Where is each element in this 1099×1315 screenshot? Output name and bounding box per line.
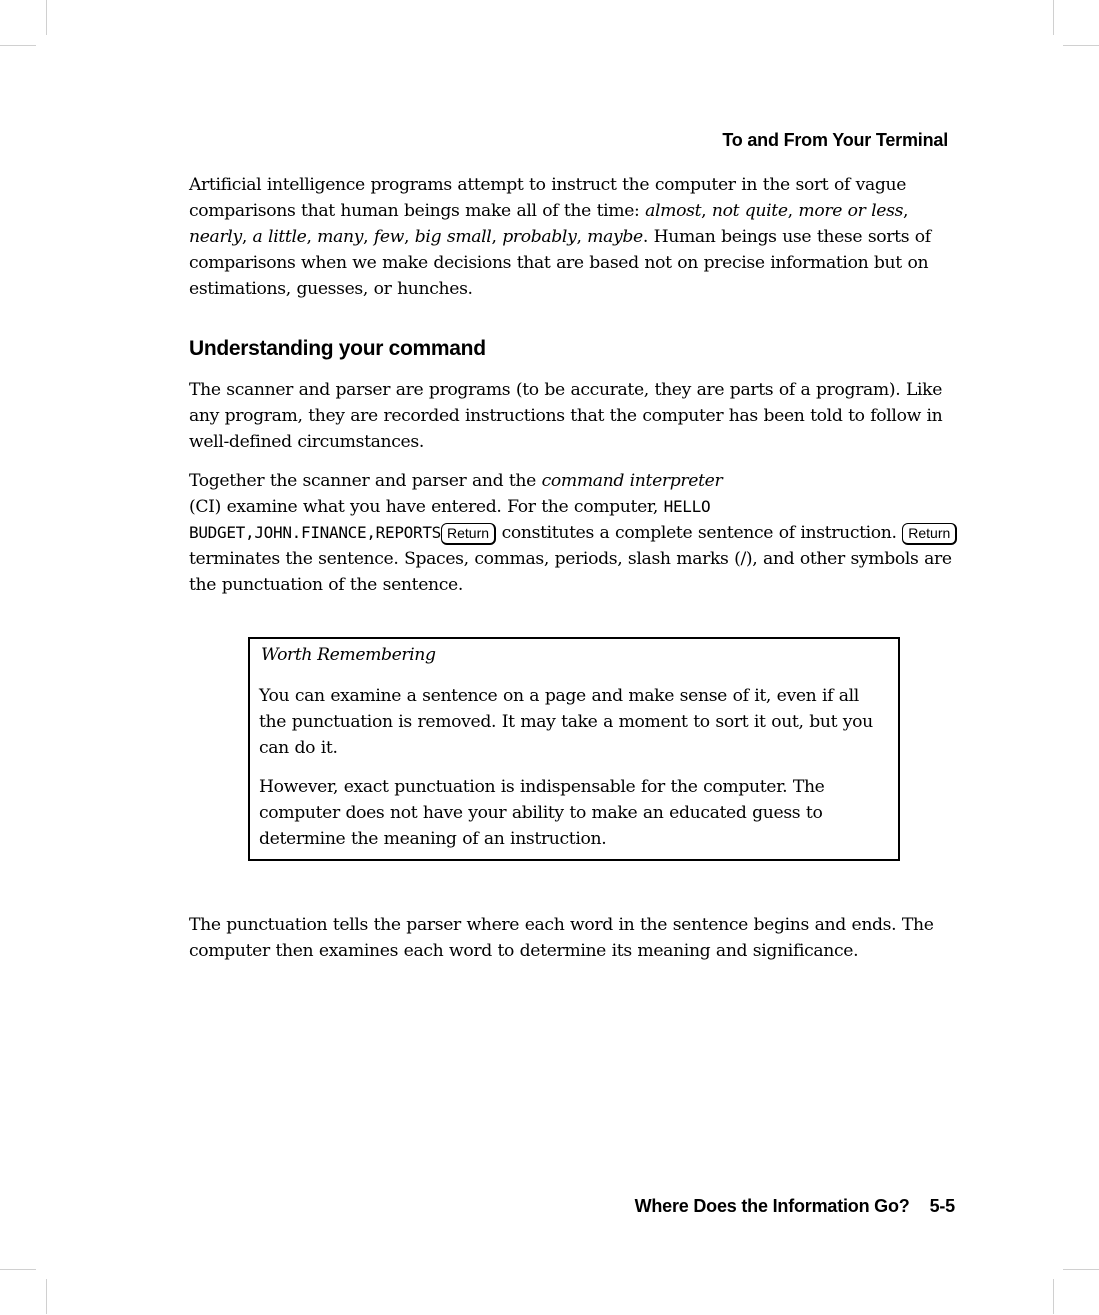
italic-term: a little [252,227,307,247]
command-example: HELLO BUDGET,JOHN.FINANCE,REPORTS [189,497,711,542]
page-number: 5-5 [929,1196,955,1216]
italic-term: maybe [587,227,643,247]
crop-mark-top-right-horizontal [1063,45,1099,46]
italic-term: command interpreter [541,471,723,491]
note-paragraph: You can examine a sentence on a page and make sense of it, even if all the punctuation is removed. It may take a moment to sort it out, but you can do it. [259,686,873,758]
return-key-icon: Return [902,523,957,545]
italic-term: not quite [711,201,788,221]
return-key-icon: Return [441,523,496,545]
italic-term: nearly [189,227,242,247]
italic-term: few [373,227,405,247]
paragraph-ai-comparisons: Artificial intelligence programs attempt to instruct the computer in the sort of vague comparisons that human beings make all of the time: almost, not quite, more or less, nearly, a little, many, few, big small, probably, maybe. Human beings use these sorts of comparisons when we make decisions that are based not on precise information but on estimations, guesses, or hunches. [189,175,931,299]
paragraph-scanner-parser: The scanner and parser are programs (to be accurate, they are parts of a program). Like any program, they are recorded instructions that the computer has been told to follow in well-defined circumstances. [189,380,943,452]
section-heading: Understanding your command [189,337,486,360]
italic-term: probably [502,227,577,247]
paragraph-command-interpreter: Together the scanner and parser and the command interpreter (CI) examine what you have entered. For the computer, HELLO BUDGET,JOHN.FINANCE,REPORTS Return constitutes a complete sentence of instruction. Return terminates the sentence. Spaces, commas, periods, slash marks (/), and other symbols are the punctuation of the sentence. [189,468,959,598]
note-paragraph: However, exact punctuation is indispensable for the computer. The computer does not have your ability to make an educated guess to determine the meaning of an instruction. [259,777,825,849]
crop-mark-top-left-vertical [46,0,47,35]
crop-mark-bottom-right-horizontal [1063,1269,1099,1270]
note-title: Worth Remembering [261,645,436,665]
italic-term: many [317,227,364,247]
crop-mark-top-right-vertical [1053,0,1054,35]
note-box-worth-remembering [248,637,900,861]
italic-term: big small [414,227,492,247]
running-head: To and From Your Terminal [722,130,948,150]
italic-term: more or less [798,201,904,221]
crop-mark-bottom-left-horizontal [0,1269,36,1270]
italic-term: almost [645,201,702,221]
chapter-title: Where Does the Information Go? [634,1196,910,1216]
crop-mark-bottom-right-vertical [1053,1279,1054,1314]
paragraph-punctuation: The punctuation tells the parser where each word in the sentence begins and ends. The computer then examines each word to determine its meaning and significance. [189,915,934,961]
running-foot [635,1196,955,1217]
crop-mark-top-left-horizontal [0,45,36,46]
crop-mark-bottom-left-vertical [46,1279,47,1314]
